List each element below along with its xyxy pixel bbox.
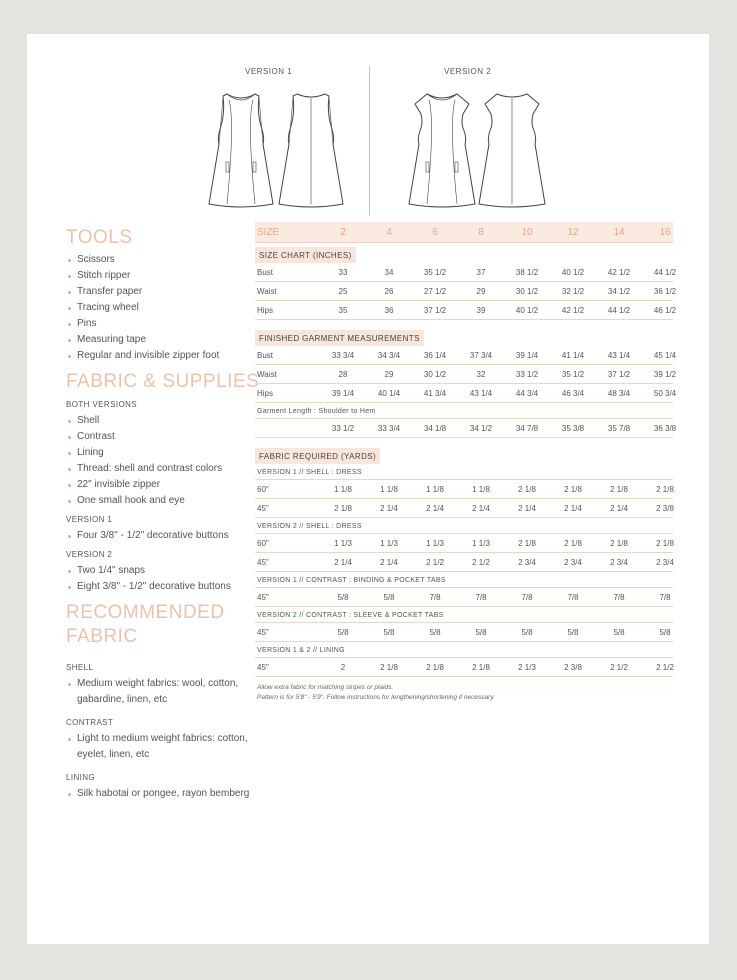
row-label: 45" <box>257 558 269 567</box>
table-cell: 16 <box>659 227 671 238</box>
table-cell: 2 1/4 <box>610 504 628 513</box>
row-label: Hips <box>257 306 274 315</box>
table-cell: 2 1/3 <box>518 663 536 672</box>
version-divider <box>369 66 370 216</box>
row-label: 45" <box>257 663 269 672</box>
list-item: Contrast <box>66 429 266 445</box>
table-cell: 33 3/4 <box>377 424 401 433</box>
table-cell: 27 1/2 <box>423 287 447 296</box>
table-row <box>255 384 677 403</box>
table-cell: 2 1/8 <box>564 539 582 548</box>
table-cell: 35 7/8 <box>607 424 631 433</box>
fabric-required-title: FABRIC REQUIRED (YARDS) <box>255 448 380 464</box>
lining-title: LINING <box>66 773 96 782</box>
table-cell: 2 1/4 <box>564 504 582 513</box>
table-cell: 1 1/8 <box>380 485 398 494</box>
table-cell: 35 1/2 <box>423 268 447 277</box>
table-cell: 2 1/2 <box>610 663 628 672</box>
list-item: Two 1/4" snaps <box>66 563 266 579</box>
table-cell: 2 1/4 <box>334 558 352 567</box>
table-row <box>255 553 673 572</box>
table-cell: 2 1/4 <box>380 558 398 567</box>
version-1-supplies-title: VERSION 1 <box>66 515 113 524</box>
list-item: Shell <box>66 413 266 429</box>
contrast-list <box>66 731 266 763</box>
table-row <box>255 534 673 553</box>
list-item: Thread: shell and contrast colors <box>66 461 266 477</box>
table-cell: 2 3/4 <box>564 558 582 567</box>
table-cell: 5/8 <box>337 593 349 602</box>
table-cell: 32 <box>476 370 486 379</box>
table-cell: 34 1/2 <box>469 424 493 433</box>
table-cell: 2 1/8 <box>656 539 674 548</box>
table-cell: 37 1/2 <box>607 370 631 379</box>
table-cell: 39 1/4 <box>515 351 539 360</box>
both-versions-title: BOTH VERSIONS <box>66 400 137 409</box>
list-item: Scissors <box>66 252 266 268</box>
table-cell: 41 3/4 <box>423 389 447 398</box>
version-2-supplies-list <box>66 563 266 595</box>
shell-title: SHELL <box>66 663 94 672</box>
list-item: Eight 3/8" - 1/2" decorative buttons <box>66 579 266 595</box>
row-label: 45" <box>257 504 269 513</box>
table-cell: 7/8 <box>567 593 579 602</box>
list-item: 22" invisible zipper <box>66 477 266 493</box>
table-cell: 7/8 <box>659 593 671 602</box>
table-cell: 34 <box>384 268 394 277</box>
table-cell: 2 1/8 <box>426 663 444 672</box>
table-cell: 32 1/2 <box>561 287 585 296</box>
table-cell: 7/8 <box>429 593 441 602</box>
table-row <box>255 658 673 677</box>
table-cell: 1 1/3 <box>426 539 444 548</box>
table-cell: 5/8 <box>475 628 487 637</box>
table-cell: 1 1/3 <box>334 539 352 548</box>
table-note <box>255 683 673 703</box>
table-cell: 48 3/4 <box>607 389 631 398</box>
version-1-label: VERSION 1 <box>245 67 293 76</box>
fabric-group-title: VERSION 2 // SHELL : DRESS <box>255 518 673 534</box>
row-label: Bust <box>257 268 274 277</box>
table-row <box>255 623 673 642</box>
table-cell: 41 1/4 <box>561 351 585 360</box>
table-cell: 34 7/8 <box>515 424 539 433</box>
row-label: 45" <box>257 628 269 637</box>
version-1-back-illustration <box>277 92 345 212</box>
table-cell: 36 1/2 <box>653 287 677 296</box>
version-1-front-illustration <box>207 92 275 212</box>
tools-title: TOOLS <box>66 227 133 248</box>
version-2-supplies-title: VERSION 2 <box>66 550 113 559</box>
table-cell: 33 1/2 <box>515 370 539 379</box>
table-cell: 46 3/4 <box>561 389 585 398</box>
list-item: Light to medium weight fabrics: cotton, eyelet, linen, etc <box>66 731 266 763</box>
table-cell: 36 <box>384 306 394 315</box>
row-label: 60" <box>257 539 269 548</box>
both-versions-list <box>66 413 266 509</box>
fabric-supplies-title: FABRIC & SUPPLIES <box>66 371 260 392</box>
list-item: Tracing wheel <box>66 300 266 316</box>
contrast-title: CONTRAST <box>66 718 114 727</box>
table-cell: 5/8 <box>659 628 671 637</box>
table-cell: 26 <box>384 287 394 296</box>
table-cell: 1 1/8 <box>426 485 444 494</box>
table-cell: 2 3/4 <box>610 558 628 567</box>
table-cell: 2 1/8 <box>518 539 536 548</box>
table-cell: 2 3/4 <box>656 558 674 567</box>
table-cell: 33 <box>338 268 348 277</box>
recommended-title-line1: RECOMMENDED <box>66 602 225 623</box>
table-cell: 2 1/8 <box>610 539 628 548</box>
table-cell: 34 1/8 <box>423 424 447 433</box>
table-cell: 5/8 <box>613 628 625 637</box>
note-line: Pattern is for 5'8" - 5'9". Follow instructions for lengthening/shortening if necessary. <box>257 694 495 701</box>
table-cell: 5/8 <box>521 628 533 637</box>
table-cell: 39 1/2 <box>653 370 677 379</box>
table-cell: 2 3/8 <box>564 663 582 672</box>
table-cell: 1 1/8 <box>472 485 490 494</box>
table-cell: 4 <box>386 227 392 238</box>
table-cell: 10 <box>521 227 533 238</box>
table-cell: 43 1/4 <box>607 351 631 360</box>
table-cell: 1 1/8 <box>334 485 352 494</box>
table-row <box>255 499 673 518</box>
table-cell: 2 1/8 <box>472 663 490 672</box>
table-row <box>255 282 677 301</box>
table-cell: 44 3/4 <box>515 389 539 398</box>
row-label: Bust <box>257 351 274 360</box>
tools-list <box>66 252 266 364</box>
table-cell: 36 1/4 <box>423 351 447 360</box>
table-cell: 1 1/3 <box>472 539 490 548</box>
table-cell: 2 1/4 <box>426 504 444 513</box>
table-cell: 34 3/4 <box>377 351 401 360</box>
table-row <box>255 263 677 282</box>
table-cell: 28 <box>338 370 348 379</box>
list-item: Silk habotai or pongee, rayon bemberg <box>66 786 266 802</box>
table-cell: 29 <box>384 370 394 379</box>
version-2-label: VERSION 2 <box>444 67 492 76</box>
list-item: Stitch ripper <box>66 268 266 284</box>
table-cell: 7/8 <box>521 593 533 602</box>
garment-length-label: Garment Length : Shoulder to Hem <box>255 403 673 419</box>
table-cell: 2 <box>340 663 346 672</box>
table-cell: 2 1/4 <box>380 504 398 513</box>
list-item: Lining <box>66 445 266 461</box>
lining-list <box>66 786 266 802</box>
row-label: SIZE <box>257 227 280 238</box>
note-line: Allow extra fabric for matching stripes or plaids. <box>257 684 394 691</box>
list-item: Four 3/8" - 1/2" decorative buttons <box>66 528 266 544</box>
table-cell: 37 1/2 <box>423 306 447 315</box>
row-label: Waist <box>257 287 277 296</box>
table-cell: 2 <box>340 227 346 238</box>
table-cell: 42 1/2 <box>561 306 585 315</box>
table-cell: 34 1/2 <box>607 287 631 296</box>
table-cell: 40 1/2 <box>515 306 539 315</box>
table-cell: 2 1/2 <box>472 558 490 567</box>
table-cell: 2 1/4 <box>518 504 536 513</box>
table-cell: 36 3/8 <box>653 424 677 433</box>
finished-title: FINISHED GARMENT MEASUREMENTS <box>255 330 424 346</box>
list-item: Transfer paper <box>66 284 266 300</box>
shell-list <box>66 676 266 708</box>
list-item: Measuring tape <box>66 332 266 348</box>
spacer <box>255 438 673 444</box>
table-cell: 30 1/2 <box>423 370 447 379</box>
table-row <box>255 480 673 499</box>
table-cell: 2 1/8 <box>564 485 582 494</box>
table-cell: 2 1/8 <box>518 485 536 494</box>
table-cell: 6 <box>432 227 438 238</box>
size-fabric-table <box>255 222 677 703</box>
table-cell: 5/8 <box>337 628 349 637</box>
table-cell: 39 <box>476 306 486 315</box>
table-row <box>255 365 677 384</box>
table-cell: 33 3/4 <box>331 351 355 360</box>
table-cell: 35 3/8 <box>561 424 585 433</box>
table-cell: 44 1/2 <box>607 306 631 315</box>
table-cell: 7/8 <box>475 593 487 602</box>
pattern-page <box>27 34 709 944</box>
table-cell: 37 3/4 <box>469 351 493 360</box>
table-cell: 45 1/4 <box>653 351 677 360</box>
recommended-fabric-title <box>66 601 266 649</box>
table-cell: 2 1/2 <box>426 558 444 567</box>
table-cell: 8 <box>478 227 484 238</box>
table-cell: 33 1/2 <box>331 424 355 433</box>
table-cell: 5/8 <box>429 628 441 637</box>
fabric-group-title: VERSION 2 // CONTRAST : SLEEVE & POCKET TABS <box>255 607 673 623</box>
table-cell: 25 <box>338 287 348 296</box>
table-cell: 2 3/8 <box>656 504 674 513</box>
list-item: Medium weight fabrics: wool, cotton, gabardine, linen, etc <box>66 676 266 708</box>
table-cell: 37 <box>476 268 486 277</box>
table-cell: 1 1/3 <box>380 539 398 548</box>
table-cell: 2 1/8 <box>656 485 674 494</box>
table-cell: 7/8 <box>613 593 625 602</box>
fabric-group-title: VERSION 1 // SHELL : DRESS <box>255 464 673 480</box>
version-2-back-illustration <box>477 92 547 212</box>
table-row <box>255 301 677 320</box>
table-cell: 5/8 <box>383 593 395 602</box>
table-cell: 38 1/2 <box>515 268 539 277</box>
list-item: Pins <box>66 316 266 332</box>
fabric-group-title: VERSION 1 // CONTRAST : BINDING & POCKET TABS <box>255 572 673 588</box>
table-cell: 42 1/2 <box>607 268 631 277</box>
table-row <box>255 419 677 438</box>
table-cell: 2 1/4 <box>472 504 490 513</box>
table-cell: 29 <box>476 287 486 296</box>
table-cell: 2 1/2 <box>656 663 674 672</box>
list-item: One small hook and eye <box>66 493 266 509</box>
table-cell: 30 1/2 <box>515 287 539 296</box>
size-chart-title: SIZE CHART (INCHES) <box>255 247 356 263</box>
table-row <box>255 346 677 365</box>
table-cell: 40 1/2 <box>561 268 585 277</box>
table-cell: 39 1/4 <box>331 389 355 398</box>
row-label: Waist <box>257 370 277 379</box>
table-cell: 46 1/2 <box>653 306 677 315</box>
table-cell: 44 1/2 <box>653 268 677 277</box>
table-cell: 43 1/4 <box>469 389 493 398</box>
table-cell: 12 <box>567 227 579 238</box>
version-1-supplies-list <box>66 528 266 544</box>
table-cell: 5/8 <box>567 628 579 637</box>
table-cell: 40 1/4 <box>377 389 401 398</box>
table-row <box>255 588 673 607</box>
version-2-front-illustration <box>407 92 477 212</box>
row-label: Hips <box>257 389 274 398</box>
supplies-column <box>66 222 266 802</box>
table-cell: 5/8 <box>383 628 395 637</box>
table-cell: 2 1/8 <box>380 663 398 672</box>
table-cell: 2 1/8 <box>334 504 352 513</box>
table-cell: 2 3/4 <box>518 558 536 567</box>
fabric-group-title: VERSION 1 & 2 // LINING <box>255 642 673 658</box>
row-label: 45" <box>257 593 269 602</box>
recommended-title-line2: FABRIC <box>66 626 138 647</box>
spacer <box>255 320 673 326</box>
table-cell: 50 3/4 <box>653 389 677 398</box>
table-cell: 14 <box>613 227 625 238</box>
table-cell: 2 1/8 <box>610 485 628 494</box>
list-item: Regular and invisible zipper foot <box>66 348 266 364</box>
table-row <box>255 222 673 243</box>
table-cell: 35 <box>338 306 348 315</box>
row-label: 60" <box>257 485 269 494</box>
table-cell: 35 1/2 <box>561 370 585 379</box>
